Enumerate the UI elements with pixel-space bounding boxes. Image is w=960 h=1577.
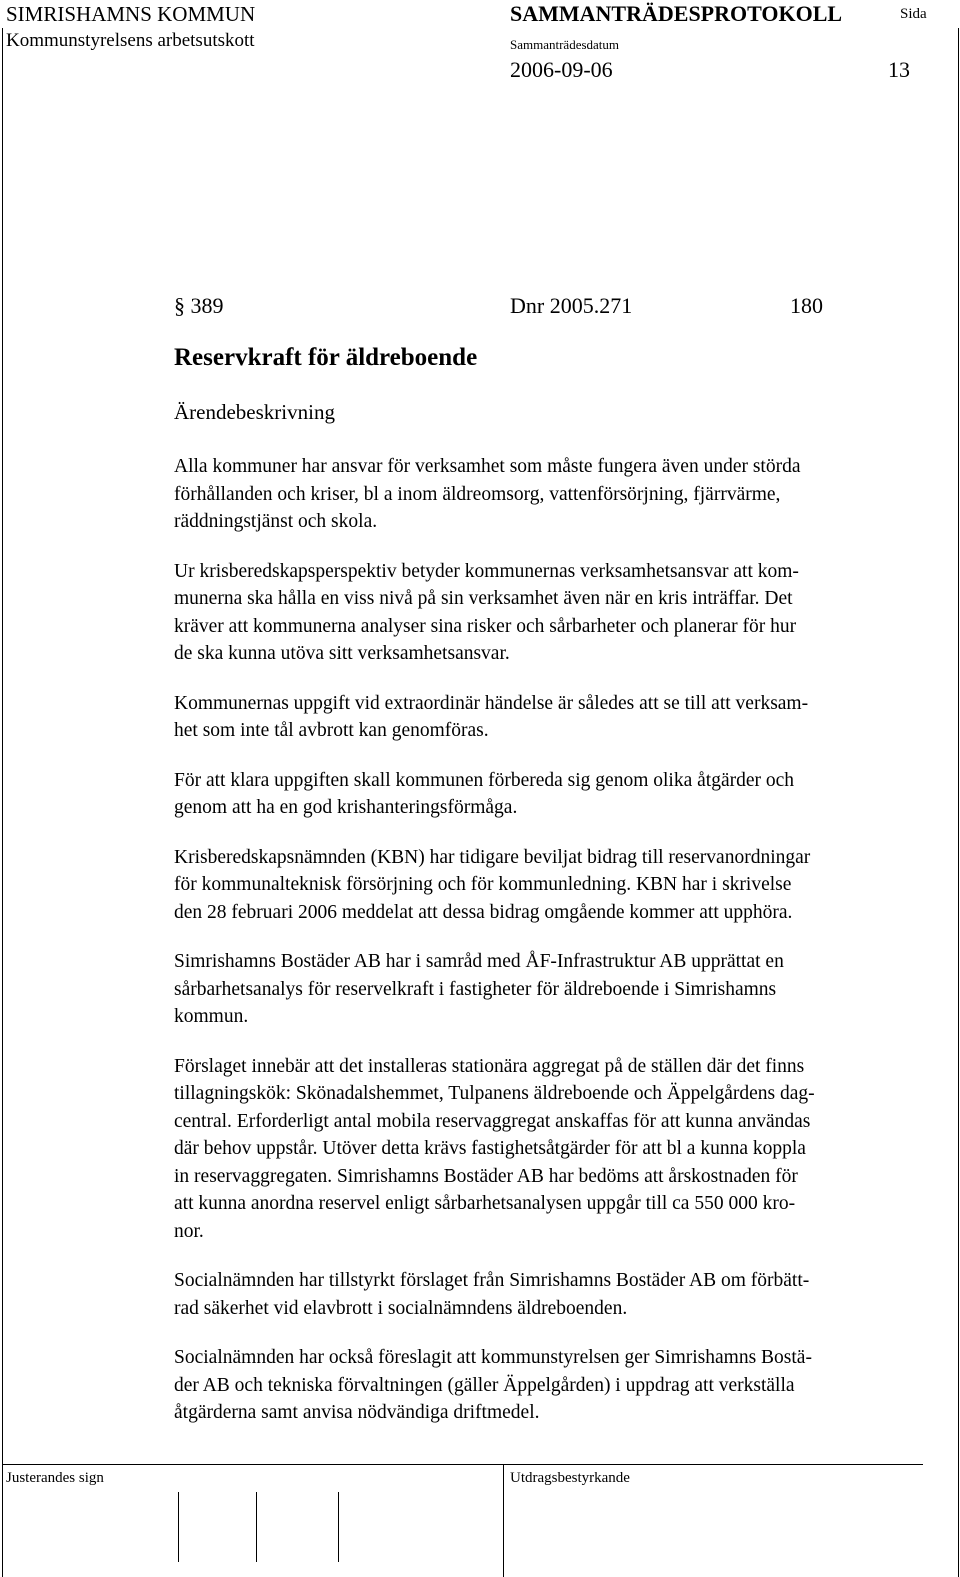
body-paragraph (174, 453, 954, 536)
left-border-line (2, 28, 3, 1577)
text-line: tillagningskök: Skönadalshemmet, Tulpanens äldreboende och Äppelgårdens dag- (174, 1083, 815, 1104)
text-line: förhållanden och kriser, bl a inom äldreomsorg, vattenförsörjning, fjärrvärme, (174, 483, 781, 505)
paragraph-number: § 389 (174, 293, 224, 318)
body-paragraph (174, 1344, 954, 1427)
paragraph-spacer (174, 926, 954, 948)
text-line: kommun. (174, 1006, 249, 1027)
signature-label: Justerandes sign (6, 1470, 104, 1486)
text-line: Socialnämnden har tillstyrkt förslaget från Simrishamns Bostäder AB om förbätt- (174, 1270, 810, 1291)
body-paragraph (174, 1053, 954, 1246)
text-line: för kommunalteknisk försörjning och för kommunledning. KBN har i skrivelse (174, 874, 792, 895)
paragraph-spacer (174, 822, 954, 844)
text-line: Alla kommuner har ansvar för verksamhet som måste fungera även under störda (174, 456, 801, 477)
date-label: Sammanträdesdatum (510, 37, 620, 52)
text-line: der AB och tekniska förvaltningen (gäller Äppelgården) i uppdrag att verkställa (174, 1374, 795, 1396)
body-paragraph (174, 690, 954, 745)
text-line: Krisberedskapsnämnden (KBN) har tidigare beviljat bidrag till reservanordningar (174, 846, 811, 868)
text-line: kräver att kommunerna analyser sina risker och sårbarheter och planerar för hur (174, 615, 797, 637)
body-text (174, 453, 954, 1427)
paragraph-spacer (174, 1031, 954, 1053)
signature-box-line (256, 1492, 257, 1562)
paragraph-spacer (174, 668, 954, 690)
text-line: munerna ska hålla en viss nivå på sin verksamhet även när en kris inträffar. Det (174, 588, 793, 609)
text-line: Ur krisberedskapsperspektiv betyder kommunernas verksamhetsansvar att kom- (174, 560, 799, 582)
text-line: Förslaget innebär att det installeras stationära aggregat på de ställen där det finns (174, 1055, 805, 1077)
document-type: SAMMANTRÄDESPROTOKOLL (510, 1, 843, 26)
body-paragraph (174, 1267, 954, 1322)
text-line: sårbarhetsanalys för reservelkraft i fastigheter för äldreboende i Simrishamns (174, 978, 777, 1000)
text-line: genom att ha en god krishanteringsförmåga. (174, 797, 518, 818)
footer-separator-line (503, 1464, 504, 1577)
text-line: rad säkerhet vid elavbrott i socialnämndens äldreboenden. (174, 1297, 628, 1319)
case-number: 180 (790, 293, 823, 318)
paragraph-spacer (174, 536, 954, 558)
body-paragraph (174, 844, 954, 927)
text-line: nor. (174, 1220, 204, 1242)
paragraph-spacer (174, 745, 954, 767)
page-title: Reservkraft för äldreboende (174, 344, 478, 371)
organization-name: SIMRISHAMNS KOMMUN (6, 2, 256, 26)
signature-box-line (178, 1492, 179, 1562)
text-line: att kunna anordna reservel enligt sårbarhetsanalysen uppgår till ca 550 000 kro- (174, 1193, 796, 1214)
meeting-date: 2006-09-06 (510, 57, 613, 82)
paragraph-spacer (174, 1245, 954, 1267)
right-border-line (958, 28, 959, 1577)
paragraph-spacer (174, 1322, 954, 1344)
text-line: Simrishamns Bostäder AB har i samråd med ÅF-Infrastruktur AB upprättat en (174, 951, 784, 972)
section-heading: Ärendebeskrivning (174, 400, 335, 424)
certification-label: Utdragsbestyrkande (510, 1470, 630, 1486)
text-line: För att klara uppgiften skall kommunen förbereda sig genom olika åtgärder och (174, 769, 795, 791)
text-line: Socialnämnden har också föreslagit att kommunstyrelsen ger Simrishamns Bostä- (174, 1347, 812, 1368)
diary-number: Dnr 2005.271 (510, 293, 633, 318)
page-number: 13 (888, 57, 910, 82)
text-line: Kommunernas uppgift vid extraordinär händelse är således att se till att verksam- (174, 692, 809, 714)
department-name: Kommunstyrelsens arbetsutskott (6, 30, 255, 51)
text-line: räddningstjänst och skola. (174, 511, 378, 532)
footer-divider (2, 1464, 923, 1465)
text-line: het som inte tål avbrott kan genomföras. (174, 720, 489, 741)
text-line: in reservaggregaten. Simrishamns Bostäder AB har bedöms att årskostnaden för (174, 1165, 798, 1187)
body-paragraph (174, 767, 954, 822)
body-paragraph (174, 948, 954, 1031)
page-label: Sida (900, 6, 927, 22)
signature-box-line (338, 1492, 339, 1562)
text-line: de ska kunna utöva sitt verksamhetsansvar. (174, 643, 510, 664)
text-line: den 28 februari 2006 meddelat att dessa bidrag omgående kommer att upphöra. (174, 901, 793, 923)
text-line: där behov uppstår. Utöver detta krävs fastighetsåtgärder för att bl a kunna koppla (174, 1138, 806, 1159)
text-line: central. Erforderligt antal mobila reservaggregat anskaffas för att kunna användas (174, 1110, 811, 1132)
text-line: åtgärderna samt anvisa nödvändiga driftmedel. (174, 1402, 540, 1423)
body-paragraph (174, 558, 954, 668)
